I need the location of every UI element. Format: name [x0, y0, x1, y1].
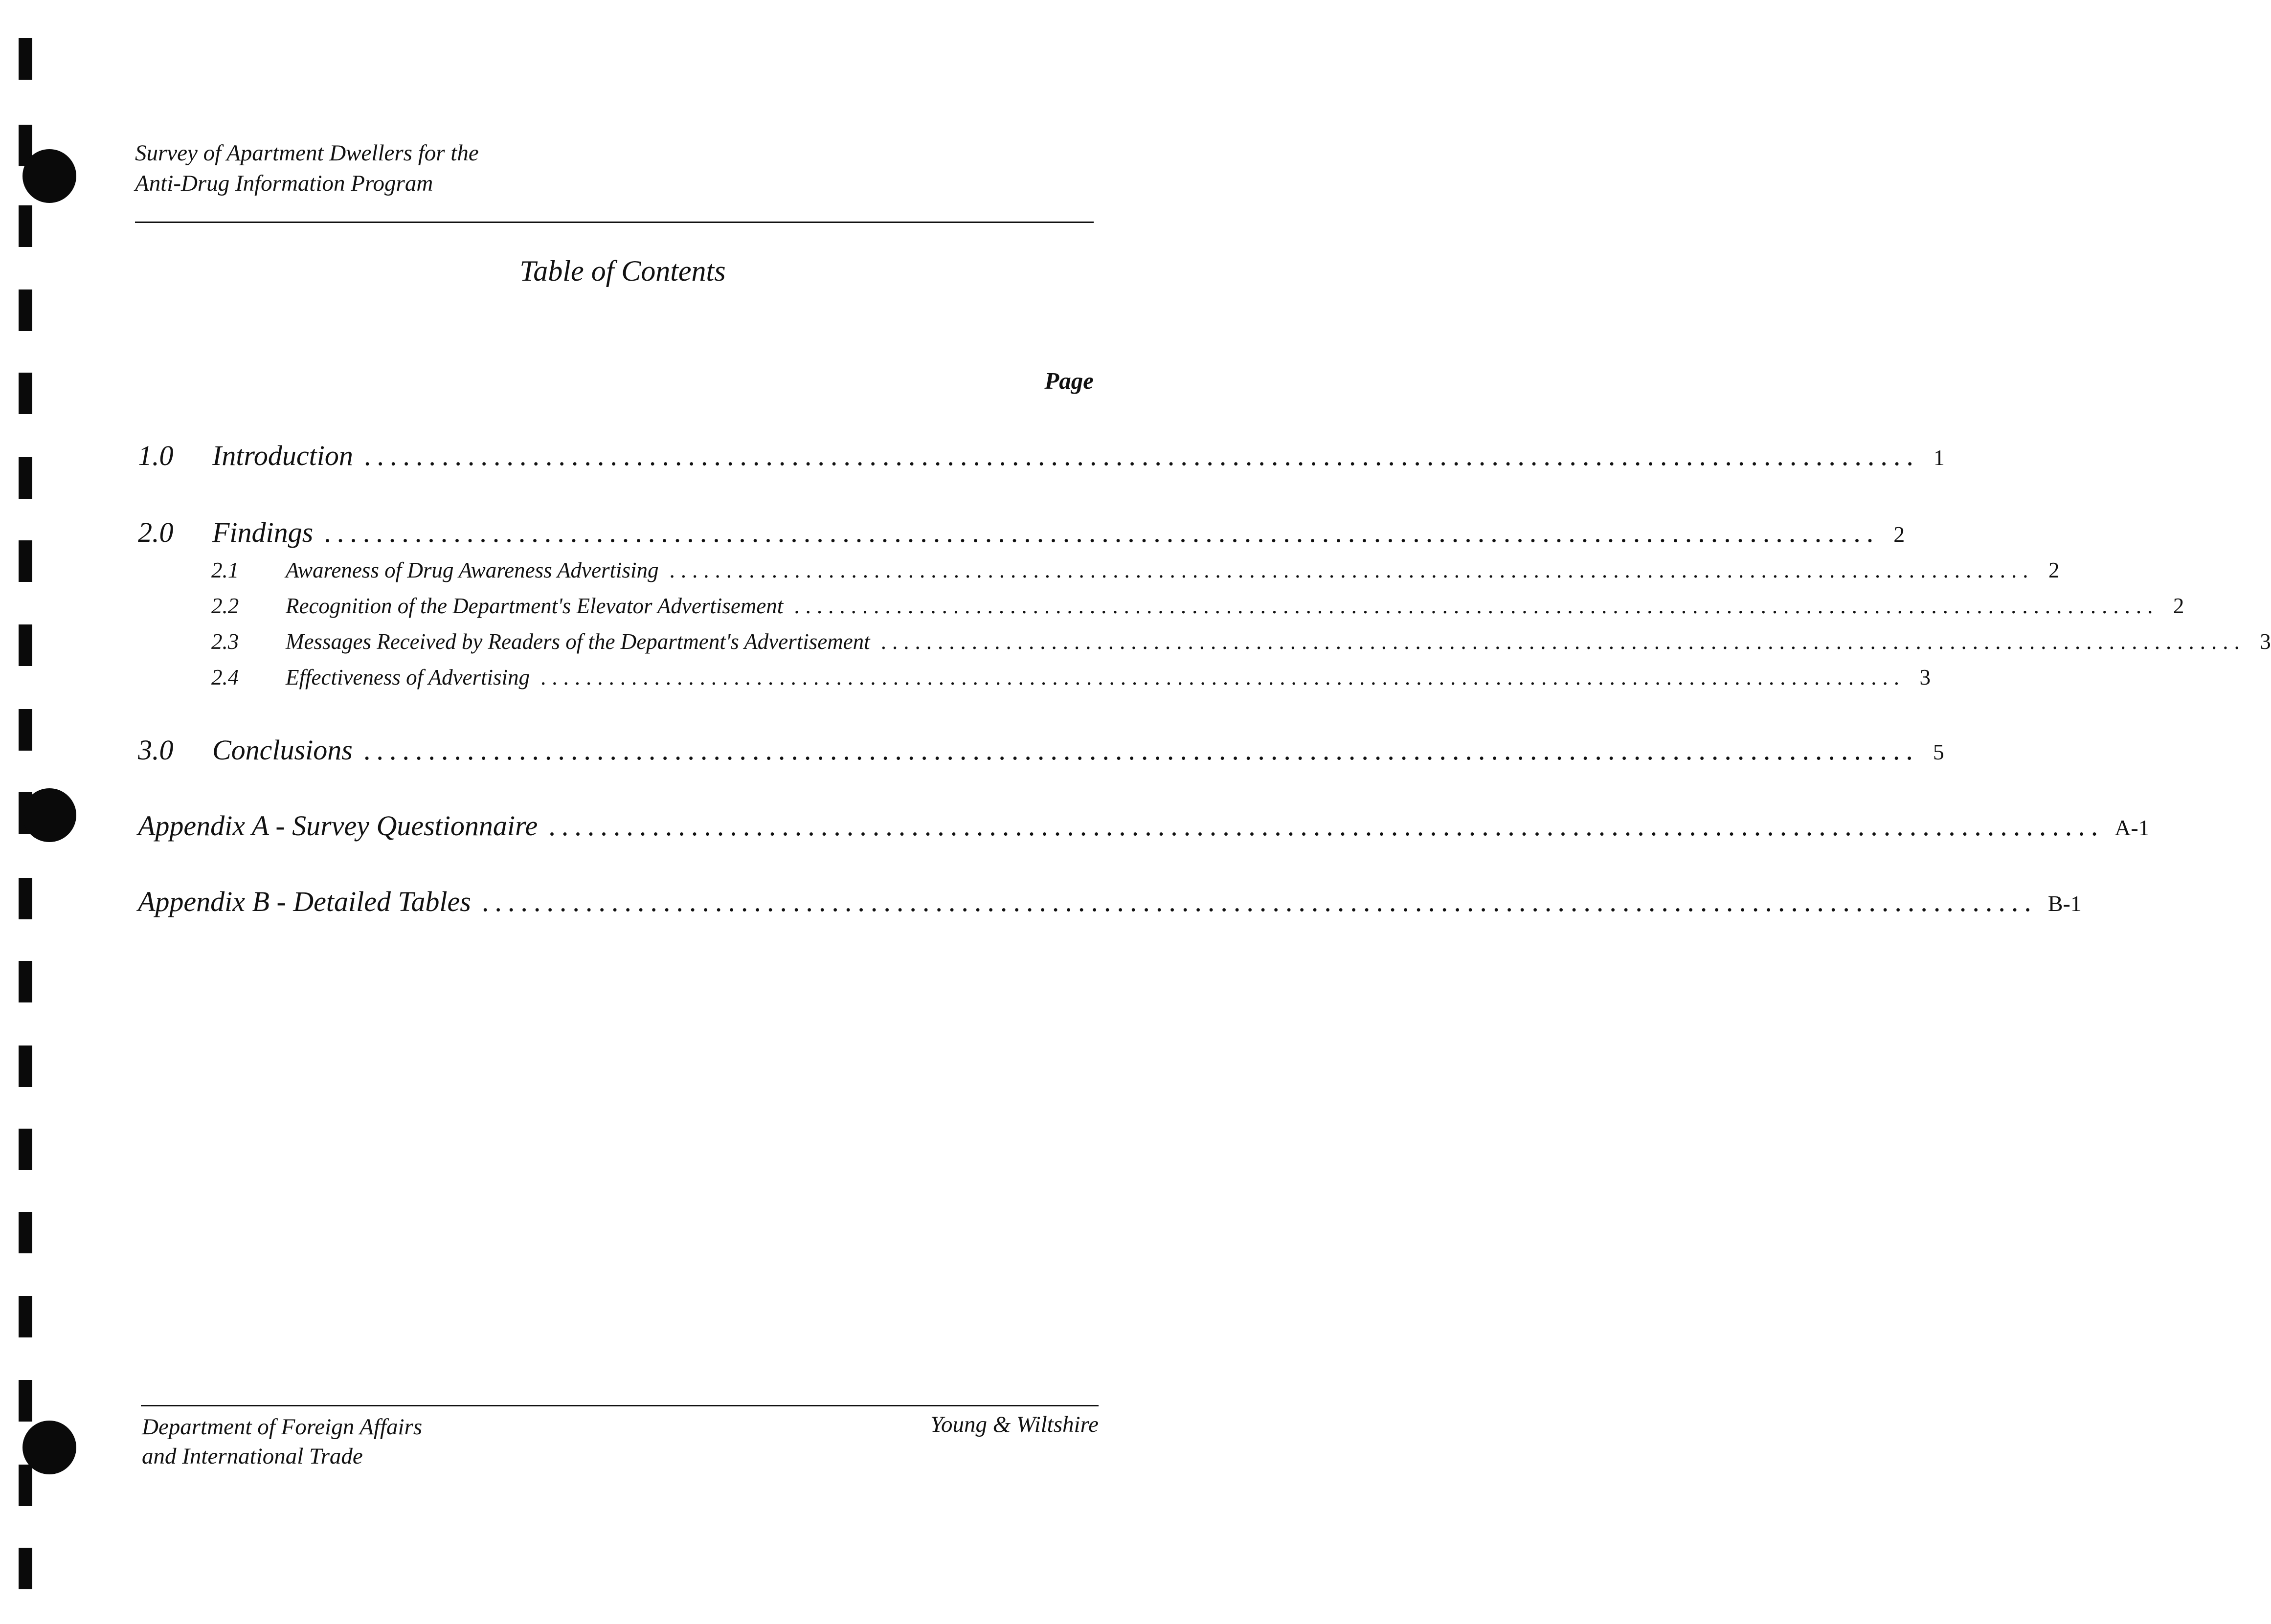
toc-entry-title: Messages Received by Readers of the Department's Advertisement [286, 629, 870, 654]
toc-entry-awareness[interactable] [211, 557, 2060, 583]
footer-department-line1: Department of Foreign Affairs [142, 1414, 423, 1440]
header-rule [135, 222, 1094, 223]
toc-entry-number: 3.0 [138, 734, 174, 766]
dot-leader: ........................................................................................................................ [540, 665, 1906, 690]
binding-bar [19, 205, 32, 247]
toc-entry-number: 2.4 [211, 665, 239, 690]
dot-leader: ........................................................................................................................ [794, 594, 2159, 618]
binding-hole [22, 149, 76, 203]
toc-entry-conclusions[interactable] [138, 734, 1944, 766]
toc-entry-title: Conclusions [212, 734, 353, 766]
toc-entry-page: 2 [2173, 594, 2184, 618]
dot-leader: ........................................................................................................................ [669, 558, 2034, 582]
binding-hole [22, 788, 76, 842]
toc-entry-effectiveness[interactable] [211, 665, 1931, 690]
binding-bar [19, 961, 32, 1002]
dot-leader: ........................................................................................................................ [481, 886, 2037, 917]
binding-bar [19, 878, 32, 919]
dot-leader: ........................................................................................................................ [363, 734, 1919, 766]
toc-entry-number: 2.2 [211, 594, 239, 618]
toc-entry-title: Findings [212, 516, 314, 548]
toc-entry-title: Appendix B - Detailed Tables [138, 886, 471, 917]
footer-department [142, 1412, 422, 1471]
toc-heading: Table of Contents [519, 255, 726, 287]
toc-entry-page: 1 [1933, 445, 1945, 470]
page-column-label: Page [1044, 367, 1094, 394]
toc-entry-title: Introduction [212, 440, 353, 471]
toc-entry-title: Effectiveness of Advertising [286, 665, 530, 690]
toc-entry-page: A-1 [2114, 815, 2150, 840]
binding-bar [19, 1296, 32, 1337]
toc-entry-page: 3 [2260, 629, 2271, 654]
toc-entry-appendix-b[interactable] [138, 885, 2082, 918]
footer-rule [141, 1405, 1099, 1406]
toc-entry-messages[interactable] [211, 629, 2271, 654]
binding-bar [19, 457, 32, 499]
toc-entry-recognition[interactable] [211, 593, 2184, 619]
binding-bar [19, 1212, 32, 1253]
binding-bar [19, 289, 32, 331]
dot-leader: ........................................................................................................................ [363, 440, 1919, 471]
binding-bar [19, 709, 32, 751]
header-title-line1: Survey of Apartment Dwellers for the [135, 140, 479, 166]
toc-entry-introduction[interactable] [138, 439, 1945, 472]
toc-entry-number: 1.0 [138, 440, 174, 471]
binding-bar [19, 1380, 32, 1422]
binding-bar [19, 38, 32, 80]
binding-bar [19, 373, 32, 414]
toc-entry-page: 5 [1933, 739, 1944, 764]
dot-leader: ........................................................................................................................ [880, 629, 2246, 654]
footer-department-line2: and International Trade [142, 1444, 363, 1469]
dot-leader: ........................................................................................................................ [548, 810, 2104, 842]
toc-entry-page: 2 [2048, 558, 2060, 582]
binding-bar [19, 1548, 32, 1589]
footer-company: Young & Wiltshire [930, 1412, 1099, 1437]
toc-entry-page: 3 [1919, 665, 1931, 690]
toc-entry-number: 2.0 [138, 516, 174, 548]
binding-bar [19, 1046, 32, 1087]
dot-leader: ........................................................................................................................ [324, 516, 1880, 548]
toc-entry-title: Appendix A - Survey Questionnaire [138, 810, 538, 842]
toc-entry-title: Recognition of the Department's Elevator Advertisement [286, 594, 784, 618]
toc-entry-page: B-1 [2047, 891, 2082, 916]
toc-entry-page: 2 [1893, 522, 1905, 547]
binding-bar [19, 1465, 32, 1506]
binding-bar [19, 540, 32, 582]
toc-entry-title: Awareness of Drug Awareness Advertising [286, 558, 659, 582]
binding-bar [19, 624, 32, 666]
toc-entry-appendix-a[interactable] [138, 809, 2150, 842]
binding-bar [19, 1129, 32, 1170]
toc-entry-number: 2.3 [211, 629, 239, 654]
toc-entry-number: 2.1 [211, 558, 239, 582]
document-header [135, 138, 479, 199]
toc-entry-findings[interactable] [138, 516, 1905, 549]
header-title-line2: Anti-Drug Information Program [135, 171, 433, 196]
